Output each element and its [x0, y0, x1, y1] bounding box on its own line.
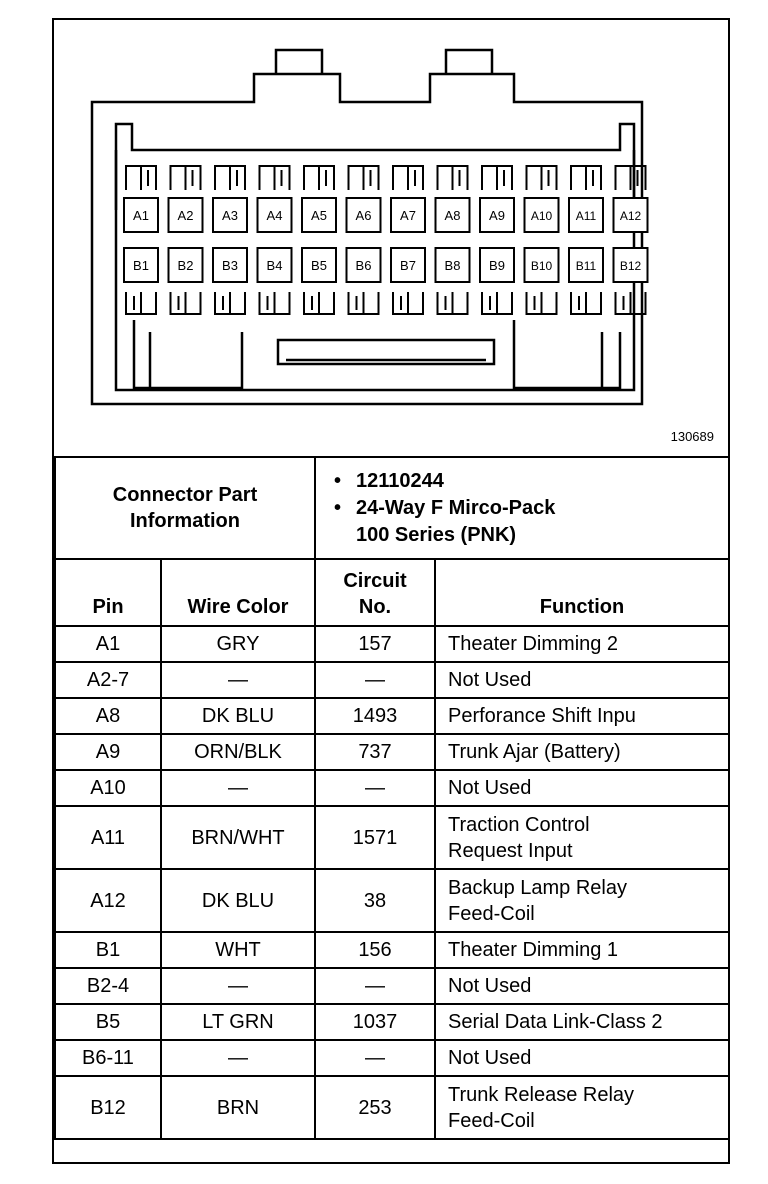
latch-cavity [438, 166, 468, 190]
cell-circuit: 156 [315, 932, 435, 968]
cell-function [435, 1040, 729, 1076]
column-header-row [55, 559, 729, 626]
pin-label: A6 [355, 208, 372, 223]
pin-label: B11 [575, 259, 597, 273]
pin-label: B2 [177, 258, 194, 273]
info-label-line1: Connector Part [112, 484, 258, 506]
table-row [55, 1040, 729, 1076]
function-line: Not Used [448, 777, 532, 799]
table-row [55, 626, 729, 662]
cell-function [435, 1004, 729, 1040]
function-line: Trunk Release Relay [448, 1083, 635, 1106]
function-line: Perforance Shift Inpu [448, 705, 636, 727]
latch-cavity [482, 166, 512, 190]
latch-cavity [126, 292, 156, 314]
cell-circuit: 253 [315, 1076, 435, 1139]
connector-info-row [55, 457, 729, 559]
cell-circuit: 1493 [315, 698, 435, 734]
cell-function [435, 662, 729, 698]
latch-cavity [260, 166, 290, 190]
connector-info-label [55, 457, 315, 559]
cell-pin: B5 [55, 1004, 161, 1040]
pin-label: B10 [530, 259, 553, 273]
function-line: Not Used [448, 669, 532, 691]
pin-label: A4 [266, 208, 283, 223]
col-function: Function [435, 559, 729, 626]
cell-pin: A2-7 [55, 662, 161, 698]
latch-cavity [527, 166, 557, 190]
pin-label: B4 [266, 258, 283, 273]
cell-wire-color: — [161, 770, 315, 806]
cell-wire-color: — [161, 1040, 315, 1076]
info-description-2: 100 Series (PNK) [356, 523, 517, 546]
cell-function [435, 626, 729, 662]
pin-label: A1 [133, 208, 149, 223]
function-line: Not Used [448, 975, 532, 997]
pin-label: B12 [619, 259, 642, 273]
cell-pin: B12 [55, 1076, 161, 1139]
cell-pin: A10 [55, 770, 161, 806]
pin-label: B7 [400, 258, 416, 273]
table-row [55, 1076, 729, 1139]
cell-function [435, 932, 729, 968]
function-line: Feed-Coil [448, 1109, 535, 1132]
table-row [55, 932, 729, 968]
cell-function [435, 869, 729, 932]
cell-pin: A11 [55, 806, 161, 869]
cell-pin: B1 [55, 932, 161, 968]
function-line: Theater Dimming 2 [448, 633, 619, 655]
cell-circuit: 1037 [315, 1004, 435, 1040]
pin-label: A8 [444, 208, 461, 223]
cell-wire-color: DK BLU [161, 698, 315, 734]
table-row [55, 968, 729, 1004]
function-line: Serial Data Link-Class 2 [448, 1011, 663, 1033]
function-line: Feed-Coil [448, 902, 535, 925]
pin-label: B5 [311, 258, 327, 273]
connector-sheet [52, 18, 730, 1164]
cell-function [435, 968, 729, 1004]
latch-cavity [304, 166, 334, 190]
latch-cavity [438, 292, 468, 314]
cell-pin: A1 [55, 626, 161, 662]
cell-function [435, 734, 729, 770]
pin-label: A3 [222, 208, 238, 223]
function-line: Theater Dimming 1 [448, 939, 619, 961]
latch-cavity [215, 292, 245, 314]
pin-label: B9 [489, 258, 505, 273]
table-row [55, 662, 729, 698]
function-line: Traction Control [448, 813, 590, 836]
table-row [55, 770, 729, 806]
table-row [55, 734, 729, 770]
pin-label: B1 [133, 258, 149, 273]
latch-cavity [527, 292, 557, 314]
info-description: • 24-Way F Mirco-Pack [334, 496, 556, 519]
cell-wire-color: GRY [161, 626, 315, 662]
cell-wire-color: ORN/BLK [161, 734, 315, 770]
function-line: Trunk Ajar (Battery) [448, 741, 621, 763]
function-line: Request Input [448, 839, 573, 862]
pinout-table [54, 456, 730, 1140]
cell-circuit: 157 [315, 626, 435, 662]
cell-circuit: 38 [315, 869, 435, 932]
pin-label: A7 [400, 208, 416, 223]
function-line: Backup Lamp Relay [448, 876, 627, 899]
pin-label: A5 [311, 208, 327, 223]
latch-cavity [571, 292, 601, 314]
pin-label: A2 [177, 208, 194, 223]
cell-wire-color: WHT [161, 932, 315, 968]
latch-cavity [349, 166, 379, 190]
table-row [55, 806, 729, 869]
cell-wire-color: DK BLU [161, 869, 315, 932]
cell-function [435, 806, 729, 869]
info-label-line2: Information [130, 510, 240, 532]
cell-wire-color: BRN [161, 1076, 315, 1139]
cell-pin: B6-11 [55, 1040, 161, 1076]
cell-pin: A8 [55, 698, 161, 734]
connector-face-drawing [54, 20, 728, 456]
cell-wire-color: — [161, 968, 315, 1004]
col-wire-color: Wire Color [161, 559, 315, 626]
cell-circuit: — [315, 770, 435, 806]
latch-cavity [393, 166, 423, 190]
function-line: Not Used [448, 1047, 532, 1069]
latch-cavity [171, 292, 201, 314]
cell-wire-color: LT GRN [161, 1004, 315, 1040]
cell-function [435, 770, 729, 806]
cell-pin: B2-4 [55, 968, 161, 1004]
pin-label: A11 [575, 209, 597, 223]
pin-label: B6 [355, 258, 372, 273]
latch-cavity [126, 166, 156, 190]
pin-label: B8 [444, 258, 461, 273]
latch-cavity [260, 292, 290, 314]
figure-id: 130689 [670, 429, 714, 444]
cell-circuit: — [315, 968, 435, 1004]
table-row [55, 869, 729, 932]
latch-cavity [349, 292, 379, 314]
cell-wire-color: BRN/WHT [161, 806, 315, 869]
latch-cavity [482, 292, 512, 314]
cell-pin: A9 [55, 734, 161, 770]
connector-info-list [315, 457, 729, 559]
col-circuit: Circuit No. [315, 559, 435, 626]
connector-diagram [54, 20, 728, 456]
pin-label: A12 [619, 209, 642, 223]
pin-label: A10 [530, 209, 553, 223]
pin-label: B3 [222, 258, 238, 273]
pin-label: A9 [489, 208, 505, 223]
cell-circuit: 737 [315, 734, 435, 770]
table-row [55, 698, 729, 734]
latch-cavity [304, 292, 334, 314]
latch-cavity [171, 166, 201, 190]
cell-function [435, 1076, 729, 1139]
info-part-number: • 12110244 [334, 469, 444, 492]
cell-circuit: 1571 [315, 806, 435, 869]
cell-circuit: — [315, 1040, 435, 1076]
cell-wire-color: — [161, 662, 315, 698]
cell-circuit: — [315, 662, 435, 698]
col-pin: Pin [55, 559, 161, 626]
pinout-rows [55, 626, 729, 1139]
latch-cavity [571, 166, 601, 190]
cell-function [435, 698, 729, 734]
latch-cavity [215, 166, 245, 190]
table-row [55, 1004, 729, 1040]
cell-pin: A12 [55, 869, 161, 932]
latch-cavity [393, 292, 423, 314]
